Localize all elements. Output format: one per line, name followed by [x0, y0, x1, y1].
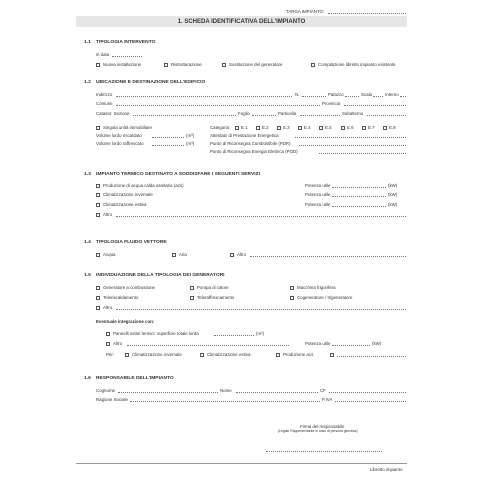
per-option-label: Climatizzazione estiva [207, 352, 251, 357]
gen-label: Cogeneratore / trigeneratore [297, 295, 353, 300]
checkbox-aria[interactable] [172, 253, 176, 257]
checkbox-compilazione-libretto[interactable] [311, 63, 315, 67]
checkbox-gen-combustione[interactable] [96, 286, 100, 290]
sezione-field[interactable] [133, 115, 236, 116]
gen-label: Pompa di calore [197, 285, 229, 290]
n-field[interactable] [302, 96, 326, 97]
gen-label: Teleraffrescamento [197, 295, 235, 300]
catasto-label: Catasto: Sezione [96, 111, 130, 116]
section-1-5-number: 1.5 [84, 273, 91, 278]
subalterno-label: Subalterno [342, 111, 364, 116]
per-label: Per: [106, 352, 115, 357]
m2-unit: (m²) [256, 331, 265, 336]
checkbox-pompa-calore[interactable] [190, 286, 194, 290]
fluido-label: Aria [179, 252, 187, 257]
particella-field[interactable] [300, 115, 340, 116]
cat-label: E.1 [241, 125, 248, 130]
pdr-field[interactable] [299, 145, 406, 146]
foglio-label: Foglio [238, 111, 250, 116]
checkbox-singola-unita[interactable] [96, 126, 100, 130]
section-1-2-title: UBICAZIONE E DESTINAZIONE DELL'EDIFICIO [96, 80, 206, 85]
service-label: Climatizzazione invernale [103, 192, 153, 197]
section-1-3-number: 1.3 [84, 172, 91, 177]
option-label: Compilazione libretto impianto esistente [318, 62, 396, 67]
cognome-field[interactable] [118, 392, 218, 393]
unit-m3: (m³) [186, 133, 195, 138]
potenza-field[interactable] [332, 206, 386, 207]
checkbox-acqua[interactable] [96, 253, 100, 257]
potenza-label: Potenza utile [305, 202, 331, 207]
gen-label: Teleriscaldamento [103, 295, 139, 300]
checkbox-per-acs[interactable] [276, 353, 280, 357]
pod-field[interactable] [319, 153, 406, 154]
checkbox-clim-estiva[interactable] [96, 203, 100, 207]
footer-divider [76, 463, 407, 464]
checkbox-altro-generatore[interactable] [96, 306, 100, 310]
checkbox-altro-integrazione[interactable] [106, 342, 110, 346]
piva-field[interactable] [335, 401, 406, 402]
section-1-2-number: 1.2 [84, 80, 91, 85]
checkbox-teleraffrescamento[interactable] [190, 296, 194, 300]
potenza-field[interactable] [332, 196, 386, 197]
option-label: Sostituzione del generatore [229, 62, 283, 67]
pdr-label: Punto di Riconsegna Combustibile (PDR) [210, 141, 291, 146]
checkbox-cat-e6[interactable] [341, 126, 345, 130]
potenza-integr-field[interactable] [332, 345, 370, 346]
singola-label: Singola unità immobiliare [103, 125, 153, 130]
checkbox-cat-e2[interactable] [256, 126, 260, 130]
altro-servizio-field[interactable] [116, 216, 406, 217]
checkbox-cogeneratore[interactable] [290, 296, 294, 300]
categoria-label: Categoria: [210, 125, 231, 130]
option-label: Ristrutturazione [171, 62, 202, 67]
cognome-label: Cognome [96, 388, 116, 393]
n-label: N. [295, 92, 300, 97]
comune-label: Comune [96, 101, 113, 106]
gen-label: Generatore a combustione [103, 285, 155, 290]
kw-unit: (kW) [388, 183, 398, 188]
pannelli-field[interactable] [214, 335, 254, 336]
cat-label: E.8 [389, 125, 396, 130]
ragione-field[interactable] [130, 401, 320, 402]
section-1-3-title: IMPIANTO TERMICO DESTINATO A SODDISFARE I SEGUENTI SERVIZI [96, 172, 260, 177]
gen-label: Altro [103, 305, 113, 310]
subalterno-field[interactable] [367, 115, 406, 116]
section-1-4-title: TIPOLOGIA FLUIDO VETTORE [96, 240, 167, 245]
service-label: Altro [103, 212, 113, 217]
provincia-field[interactable] [344, 105, 406, 106]
piva-label: P.IVA [322, 397, 333, 402]
targa-field[interactable] [328, 13, 406, 14]
potenza-label: Potenza utile [305, 183, 331, 188]
cf-field[interactable] [329, 392, 406, 393]
ape-label: Attestato di Prestazione Energetica [210, 133, 279, 138]
section-1-6-title: RESPONSABILE DELL'IMPIANTO [96, 376, 174, 381]
checkbox-cat-e7[interactable] [362, 126, 366, 130]
checkbox-nuova-installazione[interactable] [96, 63, 100, 67]
scala-label: Scala [361, 92, 372, 97]
page-title: 1. SCHEDA IDENTIFICATIVA DELL'IMPIANTO [177, 18, 306, 25]
checkbox-cat-e8[interactable] [383, 126, 387, 130]
checkbox-altro-fluido[interactable] [230, 253, 234, 257]
checkbox-per-altro[interactable] [330, 353, 334, 357]
checkbox-pannelli-solari[interactable] [106, 332, 110, 336]
firma-sub-label: (Legale Rappresentante in caso di persona giuridica) [278, 429, 358, 433]
cat-label: E.6 [347, 125, 354, 130]
indirizzo-field[interactable] [116, 96, 292, 97]
altro-fluido-field[interactable] [250, 256, 406, 257]
vol-risc-field[interactable] [152, 137, 184, 138]
in-data-field[interactable] [112, 56, 142, 57]
kw-unit: (kW) [372, 341, 382, 346]
altro-integr-field[interactable] [127, 345, 289, 346]
firma-field[interactable] [266, 451, 382, 452]
integrazione-label: Eventuale integrazione con: [96, 319, 155, 324]
checkbox-sostituzione-generatore[interactable] [222, 63, 226, 67]
checkbox-cat-e4[interactable] [298, 126, 302, 130]
vol-raff-label: Volume lordo raffrescato [96, 141, 144, 146]
per-option-label: Climatizzazione invernale [132, 352, 182, 357]
palazzo-field[interactable] [345, 96, 359, 97]
altro-integr-label: Altro [113, 341, 123, 346]
cat-label: E.7 [368, 125, 375, 130]
targa-label: TARGA IMPIANTO: [286, 9, 325, 14]
checkbox-cat-e5[interactable] [319, 126, 323, 130]
section-1-1-number: 1.1 [84, 40, 91, 45]
section-1-6-number: 1.6 [84, 376, 91, 381]
potenza-label: Potenza utile [305, 341, 331, 346]
pannelli-label: Pannelli solari termici: superficie totale lorda [113, 331, 199, 336]
nome-label: Nome [220, 388, 232, 393]
potenza-field[interactable] [332, 187, 386, 188]
firma-label: Firma del responsabile [300, 424, 345, 429]
section-1-4-number: 1.4 [84, 240, 91, 245]
vol-risc-label: Volume lordo riscaldato [96, 133, 142, 138]
scala-field[interactable] [373, 96, 383, 97]
checkbox-teleriscaldamento[interactable] [96, 296, 100, 300]
pod-label: Punto di Riconsegna Energia Elettrica (POD) [210, 149, 298, 154]
checkbox-macchina-frigorifera[interactable] [290, 286, 294, 290]
cat-label: E.5 [325, 125, 332, 130]
unit-m3: (m³) [186, 141, 195, 146]
cat-label: E.2 [262, 125, 269, 130]
service-label: Climatizzazione estiva [103, 202, 147, 207]
title-bar [76, 16, 407, 27]
in-data-label: in data [96, 52, 110, 57]
per-option-label: Produzione acs [283, 352, 314, 357]
cat-label: E.3 [283, 125, 290, 130]
cat-label: E.4 [304, 125, 311, 130]
checkbox-cat-e3[interactable] [277, 126, 281, 130]
nome-field[interactable] [236, 392, 318, 393]
vol-raff-field[interactable] [152, 145, 184, 146]
per-altro-field[interactable] [337, 356, 406, 357]
interno-field[interactable] [400, 96, 406, 97]
fluido-label: Acqua [103, 252, 116, 257]
checkbox-ristrutturazione[interactable] [164, 63, 168, 67]
service-label: Produzione di acqua calda sanitaria (acs) [103, 183, 184, 188]
section-1-1-title: TIPOLOGIA INTERVENTO [96, 40, 156, 45]
checkbox-altro-servizio[interactable] [96, 213, 100, 217]
palazzo-label: Palazzo [328, 92, 344, 97]
altro-generatore-field[interactable] [116, 309, 406, 310]
kw-unit: (kW) [388, 202, 398, 207]
ragione-label: Ragione Sociale [96, 397, 128, 402]
footer-label: Libretto impianto [370, 467, 403, 472]
comune-field[interactable] [116, 105, 320, 106]
interno-label: Interno [385, 92, 399, 97]
indirizzo-label: Indirizzo [96, 92, 113, 97]
kw-unit: (kW) [388, 192, 398, 197]
checkbox-per-invernale[interactable] [125, 353, 129, 357]
particella-label: Particella [278, 111, 297, 116]
cf-label: CF [320, 388, 326, 393]
checkbox-per-estiva[interactable] [200, 353, 204, 357]
potenza-label: Potenza utile [305, 192, 331, 197]
checkbox-clim-invernale[interactable] [96, 193, 100, 197]
checkbox-cat-e1[interactable] [235, 126, 239, 130]
ape-field[interactable] [295, 137, 406, 138]
checkbox-acs[interactable] [96, 184, 100, 188]
foglio-field[interactable] [252, 115, 276, 116]
fluido-label: Altro [237, 252, 247, 257]
option-label: Nuova installazione [103, 62, 142, 67]
gen-label: Macchina frigorifera [297, 285, 336, 290]
provincia-label: Provincia [322, 101, 341, 106]
section-1-5-title: INDIVIDUAZIONE DELLA TIPOLOGIA DEI GENERATORI [96, 273, 225, 278]
